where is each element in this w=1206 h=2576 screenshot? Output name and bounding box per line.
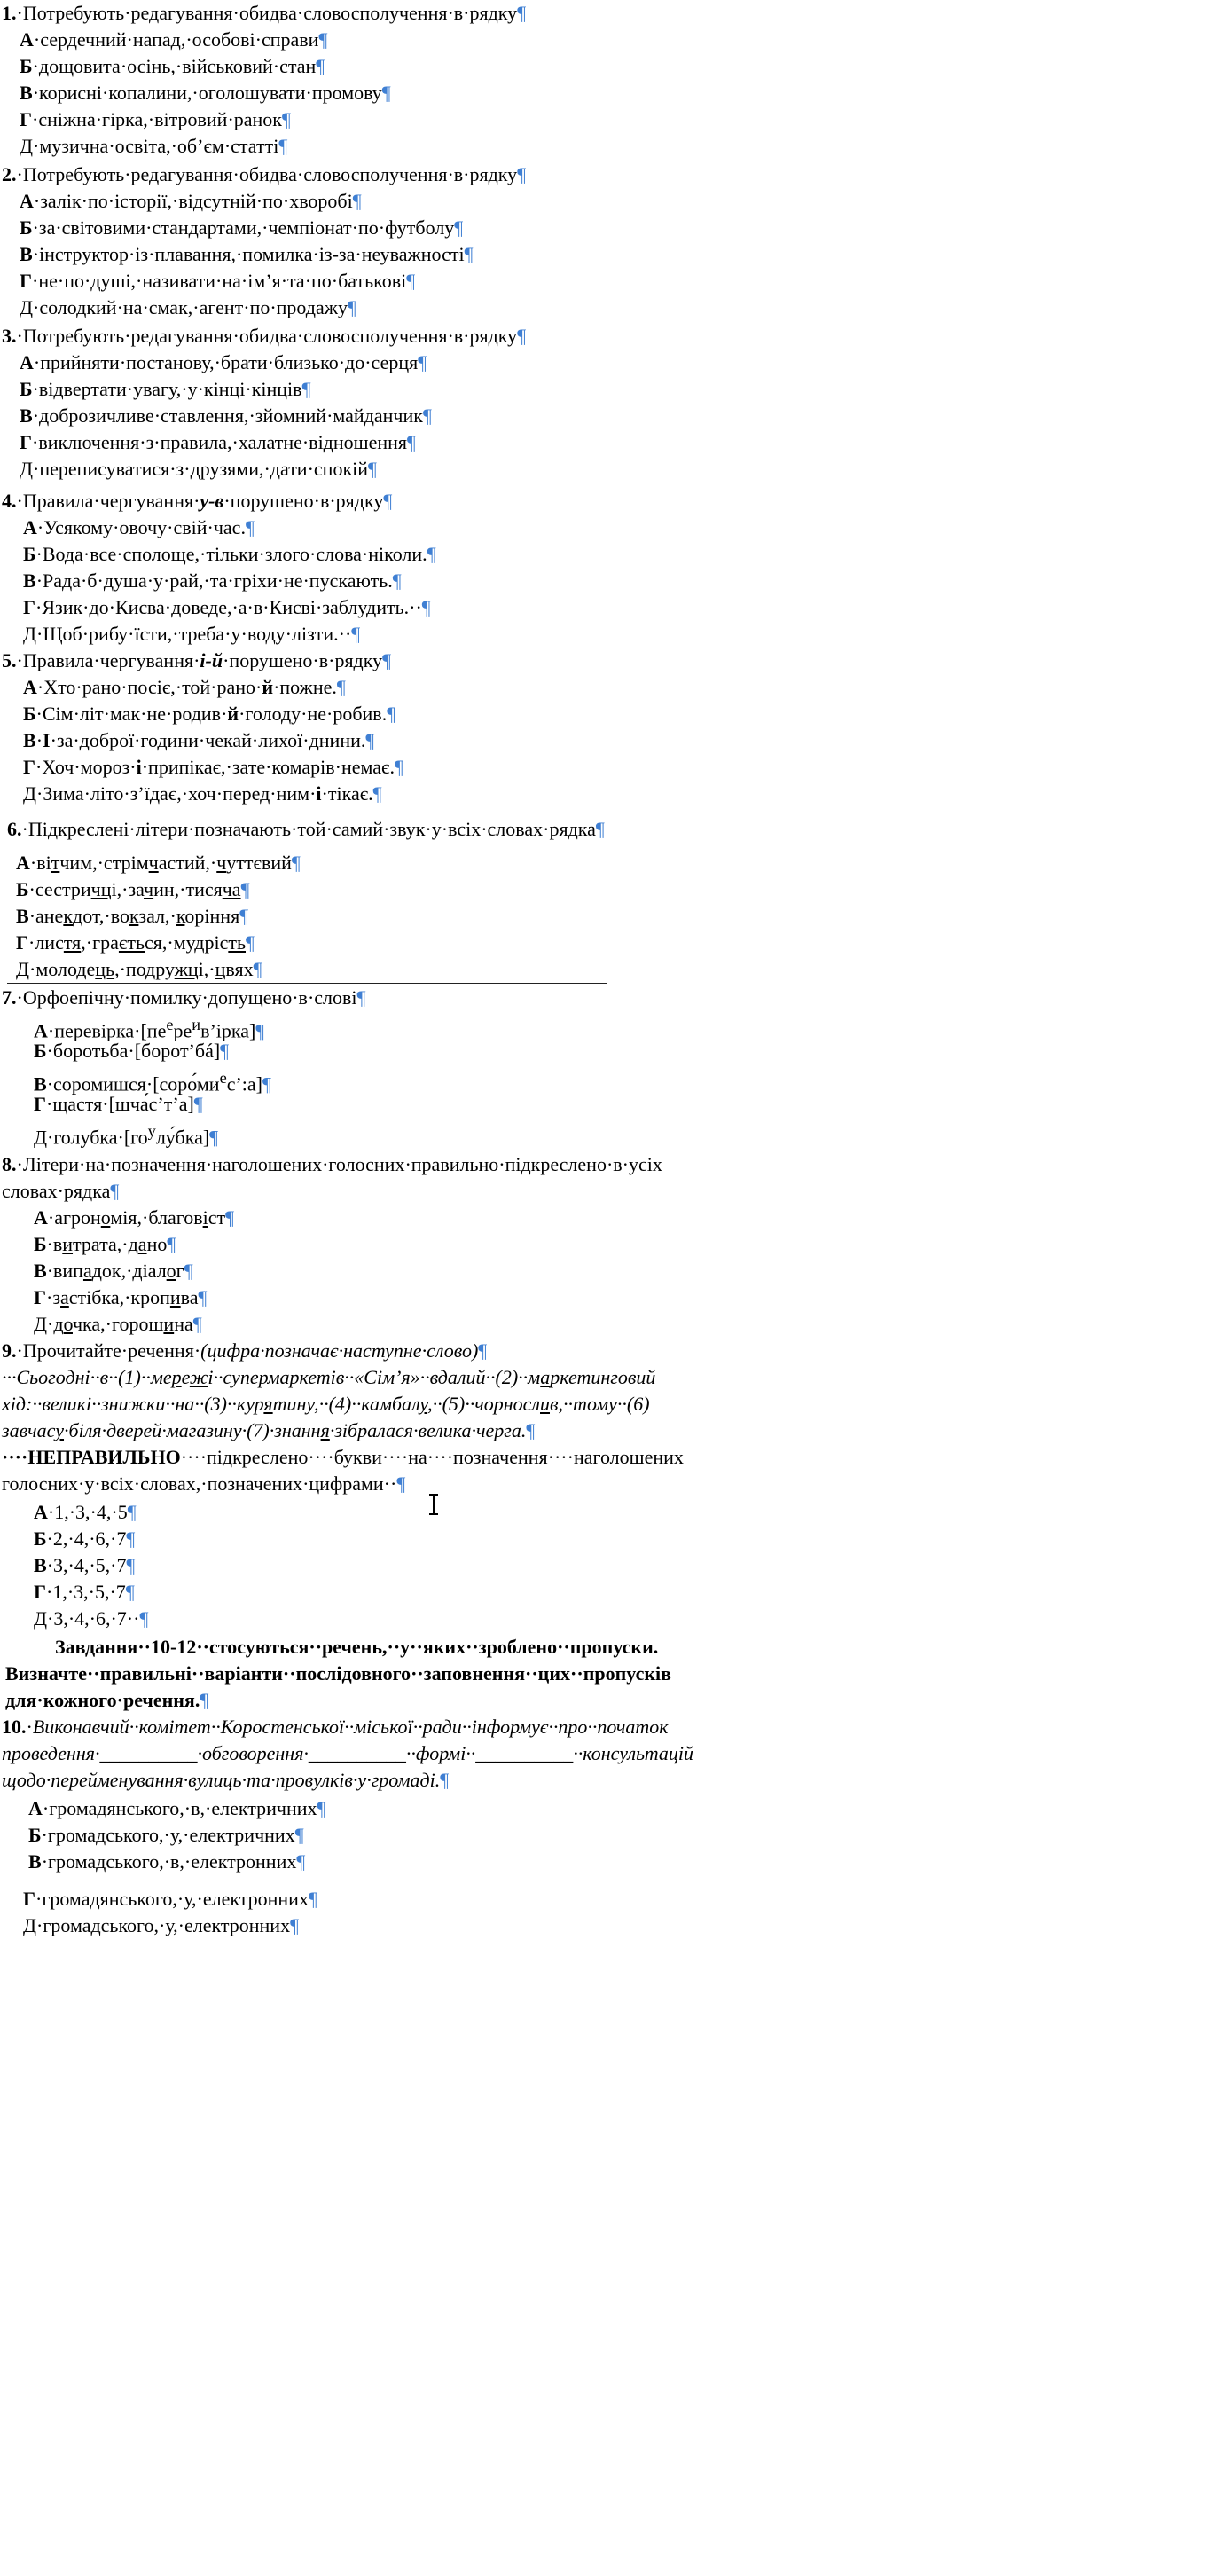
text-line[interactable]: В·громадського,·в,·електронних¶ bbox=[28, 1850, 306, 1873]
text-line[interactable]: Б·сестричці,·зачин,·тисяча¶ bbox=[16, 878, 250, 900]
text-line[interactable]: В·випадок,·діалог¶ bbox=[34, 1260, 193, 1282]
text-line[interactable]: 6.·Підкреслені·літери·позначають·той·самий·звук·у·всіх·словах·рядка¶ bbox=[7, 818, 605, 840]
text-line[interactable]: 10.·Виконавчий··комітет··Коростенської··міської··ради··інформує··про··початок bbox=[2, 1716, 669, 1738]
text-line[interactable]: Д·Щоб·рибу·їсти,·треба·у·воду·лізти.··¶ bbox=[23, 623, 361, 645]
text-line[interactable]: Б·Сім·літ·мак·не·родив·й·голоду·не·робив.¶ bbox=[23, 703, 396, 725]
text-line[interactable]: 3.·Потребують·редагування·обидва·словосполучення·в·рядку¶ bbox=[2, 325, 527, 347]
text-line[interactable]: 8.·Літери·на·позначення·наголошених·голосних·правильно·підкреслено·в·усіх bbox=[2, 1153, 662, 1175]
text-line[interactable]: Г·1,·3,·5,·7¶ bbox=[34, 1581, 135, 1603]
text-line[interactable]: Г·застібка,·кропива¶ bbox=[34, 1286, 208, 1308]
text-line[interactable]: А·Хто·рано·посіє,·той·рано·й·пожне.¶ bbox=[23, 676, 346, 698]
text-cursor-icon bbox=[429, 1494, 438, 1515]
text-line[interactable]: словах·рядка¶ bbox=[2, 1180, 120, 1202]
text-line[interactable]: 1.·Потребують·редагування·обидва·словосполучення·в·рядку¶ bbox=[2, 2, 527, 24]
text-line[interactable]: А·залік·по·історії,·відсутній·по·хворобі¶ bbox=[20, 190, 362, 212]
text-line[interactable]: Б·за·світовими·стандартами,·чемпіонат·по·футболу¶ bbox=[20, 216, 464, 239]
text-line[interactable]: Б·громадського,·у,·електричних¶ bbox=[28, 1824, 304, 1846]
text-line[interactable]: Б·витрата,·дано¶ bbox=[34, 1233, 176, 1255]
text-line[interactable]: голосних·у·всіх·словах,·позначених·цифрами··¶ bbox=[2, 1473, 406, 1495]
text-line[interactable]: завчасу·біля·дверей·магазину·(7)·знання·зібралася·велика·черга.¶ bbox=[2, 1419, 536, 1441]
text-line[interactable]: 7.·Орфоепічну·помилку·допущено·в·слові¶ bbox=[2, 986, 366, 1009]
text-line[interactable]: $А\cdot перевірка\cdot[пе^ере^ив’ірка]\P$ bbox=[34, 1016, 265, 1042]
text-line[interactable]: В·корисні·копалини,·оголошувати·промову¶ bbox=[20, 82, 391, 104]
text-line[interactable]: Д·громадського,·у,·електронних¶ bbox=[23, 1914, 300, 1936]
text-line[interactable]: А·вітчим,·стрімчастий,·чуттєвий¶ bbox=[16, 852, 301, 874]
text-line[interactable]: Г·Хоч·мороз·і·припікає,·зате·комарів·немає.¶ bbox=[23, 756, 403, 778]
text-line[interactable]: щодо·перейменування·вулиць·та·провулків·у·громаді.¶ bbox=[2, 1769, 450, 1791]
text-line[interactable]: ···Сьогодні··в··(1)··мережі··супермаркетів··«Сім’я»··вдалий··(2)··маркетинговий bbox=[2, 1366, 656, 1388]
text-line[interactable]: А·агрономія,·благовіст¶ bbox=[34, 1206, 235, 1229]
section-divider bbox=[7, 983, 607, 984]
text-line[interactable]: Б·дощовита·осінь,·військовий·стан¶ bbox=[20, 55, 325, 77]
text-line[interactable]: хід:··великі··знижки··на··(3)··курятину,··(4)··камбалу,··(5)··чорнослив,··тому··(6) bbox=[2, 1393, 650, 1415]
text-line[interactable]: $В\cdot соромишся\cdot[соро́ми^ес’:а]\P$ bbox=[34, 1069, 271, 1096]
text-line[interactable]: А·прийняти·постанову,·брати·близько·до·серця¶ bbox=[20, 351, 427, 373]
text-line[interactable]: А·1,·3,·4,·5¶ bbox=[34, 1501, 137, 1523]
text-line[interactable]: Б·2,·4,·6,·7¶ bbox=[34, 1528, 136, 1550]
text-line[interactable]: Д·молодець,·подружці,·цвях¶ bbox=[16, 958, 262, 980]
text-line[interactable]: А·сердечний·напад,·особові·справи¶ bbox=[20, 28, 328, 51]
text-line[interactable]: Д·3,·4,·6,·7··¶ bbox=[34, 1607, 149, 1630]
text-line[interactable]: А·громадянського,·в,·електричних¶ bbox=[28, 1797, 326, 1819]
text-line[interactable]: В·І·за·доброї·години·чекай·лихої·днини.¶ bbox=[23, 729, 375, 751]
text-line[interactable]: Г·громадянського,·у,·електронних¶ bbox=[23, 1888, 317, 1910]
text-line[interactable]: Д·переписуватися·з·друзями,·дати·спокій¶ bbox=[20, 458, 377, 480]
text-line[interactable]: Г·листя,·грається,·мудрість¶ bbox=[16, 931, 255, 954]
text-line[interactable]: Г·не·по·душі,·називати·на·ім’я·та·по·батькові¶ bbox=[20, 270, 416, 292]
text-line[interactable]: Д·Зима·літо·з’їдає,·хоч·перед·ним·і·тікає.¶ bbox=[23, 782, 382, 805]
text-line[interactable]: Завдання··10-12··стосуються··речень,··у··яких··зроблено··пропуски. bbox=[55, 1636, 659, 1658]
text-line[interactable]: 4.·Правила·чергування·у-в·порушено·в·рядку¶ bbox=[2, 490, 393, 512]
text-line[interactable]: Г·сніжна·гірка,·вітровий·ранок¶ bbox=[20, 108, 291, 130]
text-line[interactable]: для·кожного·речення.¶ bbox=[5, 1689, 209, 1711]
text-line[interactable]: ····НЕПРАВИЛЬНО····підкреслено····букви····на····позначення····наголошених bbox=[2, 1446, 684, 1468]
text-line[interactable]: Д·солодкий·на·смак,·агент·по·продажу¶ bbox=[20, 296, 356, 318]
text-line[interactable]: Г·щастя·[шча́с’т’а]¶ bbox=[34, 1093, 203, 1115]
text-line[interactable]: 9.·Прочитайте·речення·(цифра·позначає·наступне·слово)¶ bbox=[2, 1339, 488, 1362]
text-line[interactable]: В·доброзичливе·ставлення,·зйомний·майданчик¶ bbox=[20, 404, 432, 427]
text-line[interactable]: В·інструктор·із·плавання,·помилка·із-за·неуважності¶ bbox=[20, 243, 474, 265]
text-line[interactable]: Д·дочка,·горошина¶ bbox=[34, 1313, 202, 1335]
text-line[interactable]: Б·Вода·все·сполоще,·тільки·злого·слова·ніколи.¶ bbox=[23, 543, 436, 565]
text-line[interactable]: проведення·__________·обговорення·__________··формі··__________··консультацій bbox=[2, 1742, 694, 1764]
text-line[interactable]: В·3,·4,·5,·7¶ bbox=[34, 1554, 136, 1576]
text-line[interactable]: Д·музична·освіта,·об’єм·статті¶ bbox=[20, 135, 288, 157]
text-line[interactable]: $Д\cdot голубка\cdot[го^улу́бка]\P$ bbox=[34, 1122, 219, 1149]
text-line[interactable]: В·анекдот,·вокзал,·коріння¶ bbox=[16, 905, 249, 927]
text-line[interactable]: В·Рада·б·душа·у·рай,·та·гріхи·не·пускають.¶ bbox=[23, 569, 402, 592]
text-line[interactable]: 2.·Потребують·редагування·обидва·словосполучення·в·рядку¶ bbox=[2, 163, 527, 185]
text-line[interactable]: Г·виключення·з·правила,·халатне·відношення¶ bbox=[20, 431, 416, 453]
text-line[interactable]: А·Усякому·овочу·свій·час.¶ bbox=[23, 516, 255, 538]
text-line[interactable]: Г·Язик·до·Києва·доведе,·а·в·Києві·заблудить.··¶ bbox=[23, 596, 431, 618]
text-line[interactable]: Визначте··правильні··варіанти··послідовного··заповнення··цих··пропусків bbox=[5, 1662, 672, 1685]
text-line[interactable]: Б·боротьба·[борот’бá]¶ bbox=[34, 1040, 230, 1062]
text-line[interactable]: 5.·Правила·чергування·і-й·порушено·в·рядку¶ bbox=[2, 649, 392, 671]
text-line[interactable]: Б·відвертати·увагу,·у·кінці·кінців¶ bbox=[20, 378, 311, 400]
